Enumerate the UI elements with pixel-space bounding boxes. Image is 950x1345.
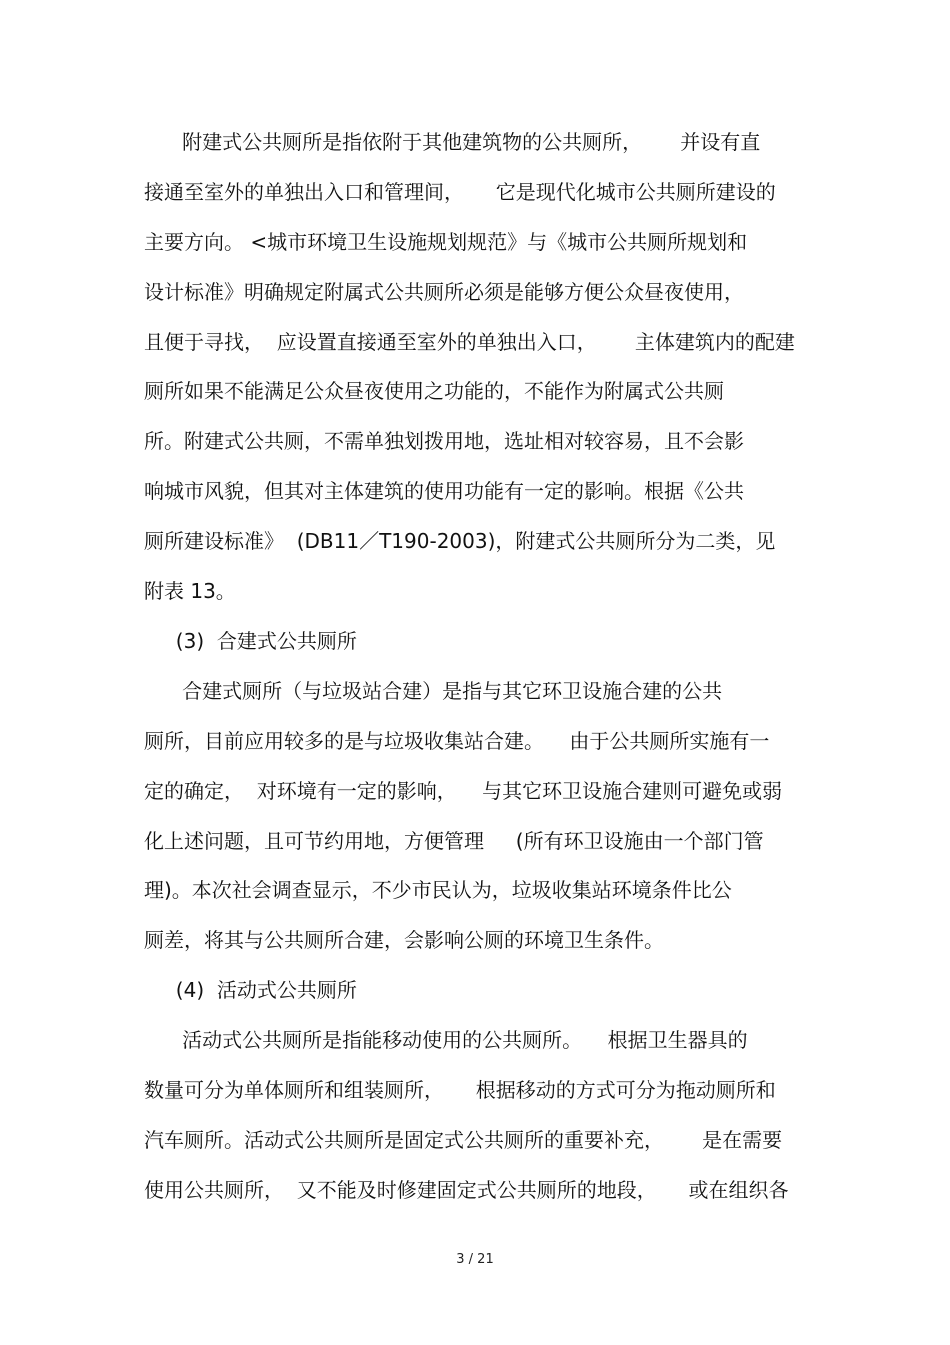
section-heading: (4) 活动式公共厕所 xyxy=(144,978,357,1002)
text-line: 所。附建式公共厕，不需单独划拨用地，选址相对较容易，且不会影 xyxy=(144,429,744,453)
text-line: 主要方向。 <城市环境卫生设施规划规范》与《城市公共厕所规划和 xyxy=(144,230,748,254)
section-heading: (3) 合建式公共厕所 xyxy=(144,629,357,653)
text-line: 厕所建设标准》 (DB11／T190-2003)，附建式公共厕所分为二类，见 xyxy=(144,529,776,553)
text-line: 理)。本次社会调查显示，不少市民认为，垃圾收集站环境条件比公 xyxy=(144,878,732,902)
page-number: 3 / 21 xyxy=(456,1252,494,1267)
text-line: 附建式公共厕所是指依附于其他建筑物的公共厕所， 并设有直 xyxy=(144,130,761,154)
text-line: 使用公共厕所， 又不能及时修建固定式公共厕所的地段， 或在组织各 xyxy=(144,1178,789,1202)
text-line: 接通至室外的单独出入口和管理间， 它是现代化城市公共厕所建设的 xyxy=(144,180,776,204)
text-line: 且便于寻找， 应设置直接通至室外的单独出入口， 主体建筑内的配建 xyxy=(144,330,795,354)
text-line: 化上述问题，且可节约用地，方便管理 (所有环卫设施由一个部门管 xyxy=(144,829,764,853)
text-line: 活动式公共厕所是指能移动使用的公共厕所。 根据卫生器具的 xyxy=(144,1028,748,1052)
text-line: 数量可分为单体厕所和组装厕所， 根据移动的方式可分为拖动厕所和 xyxy=(144,1078,776,1102)
text-line: 合建式厕所（与垃圾站合建）是指与其它环卫设施合建的公共 xyxy=(144,679,723,703)
text-line: 设计标准》明确规定附属式公共厕所必须是能够方便公众昼夜使用， xyxy=(144,280,744,304)
text-line: 厕差，将其与公共厕所合建，会影响公厕的环境卫生条件。 xyxy=(144,928,664,952)
text-line: 厕所，目前应用较多的是与垃圾收集站合建。 由于公共厕所实施有一 xyxy=(144,729,770,753)
text-line: 响城市风貌，但其对主体建筑的使用功能有一定的影响。根据《公共 xyxy=(144,479,744,503)
text-line: 附表 13。 xyxy=(144,579,236,603)
text-line: 定的确定， 对环境有一定的影响， 与其它环卫设施合建则可避免或弱 xyxy=(144,779,783,803)
text-line: 汽车厕所。活动式公共厕所是固定式公共厕所的重要补充， 是在需要 xyxy=(144,1128,783,1152)
text-line: 厕所如果不能满足公众昼夜使用之功能的，不能作为附属式公共厕 xyxy=(144,379,724,403)
